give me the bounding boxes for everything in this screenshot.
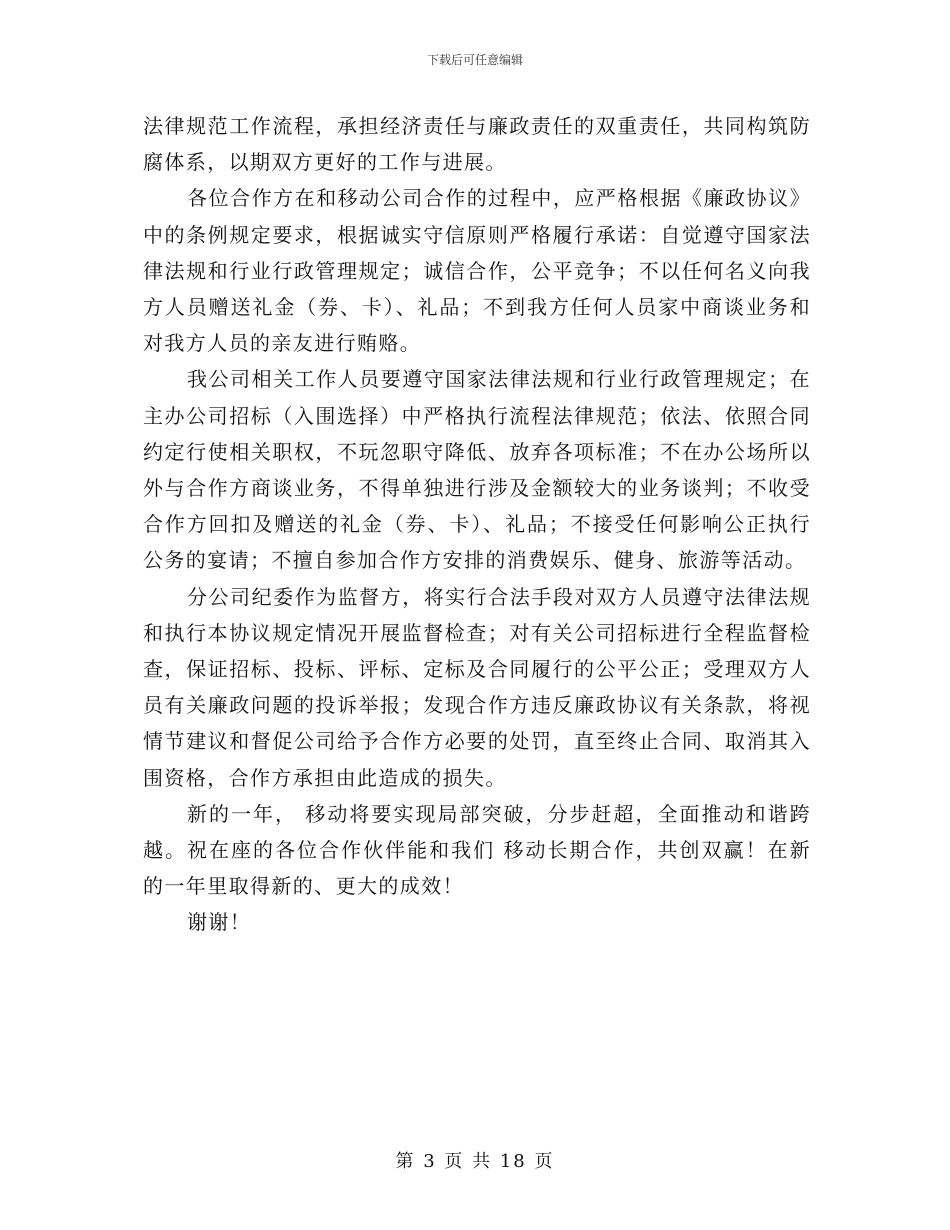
paragraph-partner-obligations: 各位合作方在和移动公司合作的过程中，应严格根据《廉政协议》中的条例规定要求，根据诚实守信原则严格履行承诺：自觉遵守国家法律法规和行业行政管理规定；诚信合作，公平竞争；不以任何名义向我方人员赠送礼金（券、卡）、礼品；不到我方任何人员家中商谈业务和对我方人员的亲友进行贿赂。 bbox=[143, 186, 811, 356]
paragraph-new-year-wishes: 新的一年， 移动将要实现局部突破，分步赶超，全面推动和谐跨越。祝在座的各位合作伙伴能和我们 移动长期合作，共创双赢！在新的一年里取得新的、更大的成效！ bbox=[143, 801, 811, 899]
paragraph-thanks: 谢谢！ bbox=[187, 910, 252, 935]
paragraph-supervision: 分公司纪委作为监督方，将实行合法手段对双方人员遵守法律法规和执行本协议规定情况开展监督检查；对有关公司招标进行全程监督检查，保证招标、投标、评标、定标及合同履行的公平公正；受理双方人员有关廉政问题的投诉举报；发现合作方违反廉政协议有关条款，将视情节建议和督促公司给予合作方必要的处罚，直至终止合同、取消其入围资格，合作方承担由此造成的损失。 bbox=[143, 584, 811, 790]
page-header: 下载后可任意编辑 bbox=[426, 53, 523, 67]
page-number-footer: 第 3 页 共 18 页 bbox=[395, 1151, 555, 1172]
document-body bbox=[143, 108, 811, 941]
paragraph-staff-obligations: 我公司相关工作人员要遵守国家法律法规和行业行政管理规定；在主办公司招标（入围选择）中严格执行流程法律规范；依法、依照合同约定行使相关职权，不玩忽职守降低、放弃各项标准；不在办公场所以外与合作方商谈业务，不得单独进行涉及金额较大的业务谈判；不收受合作方回扣及赠送的礼金（券、卡）、礼品；不接受任何影响公正执行公务的宴请；不擅自参加合作方安排的消费娱乐、健身、旅游等活动。 bbox=[143, 367, 811, 573]
paragraph-continuation: 法律规范工作流程，承担经济责任与廉政责任的双重责任，共同构筑防腐体系，以期双方更好的工作与进展。 bbox=[143, 114, 811, 175]
